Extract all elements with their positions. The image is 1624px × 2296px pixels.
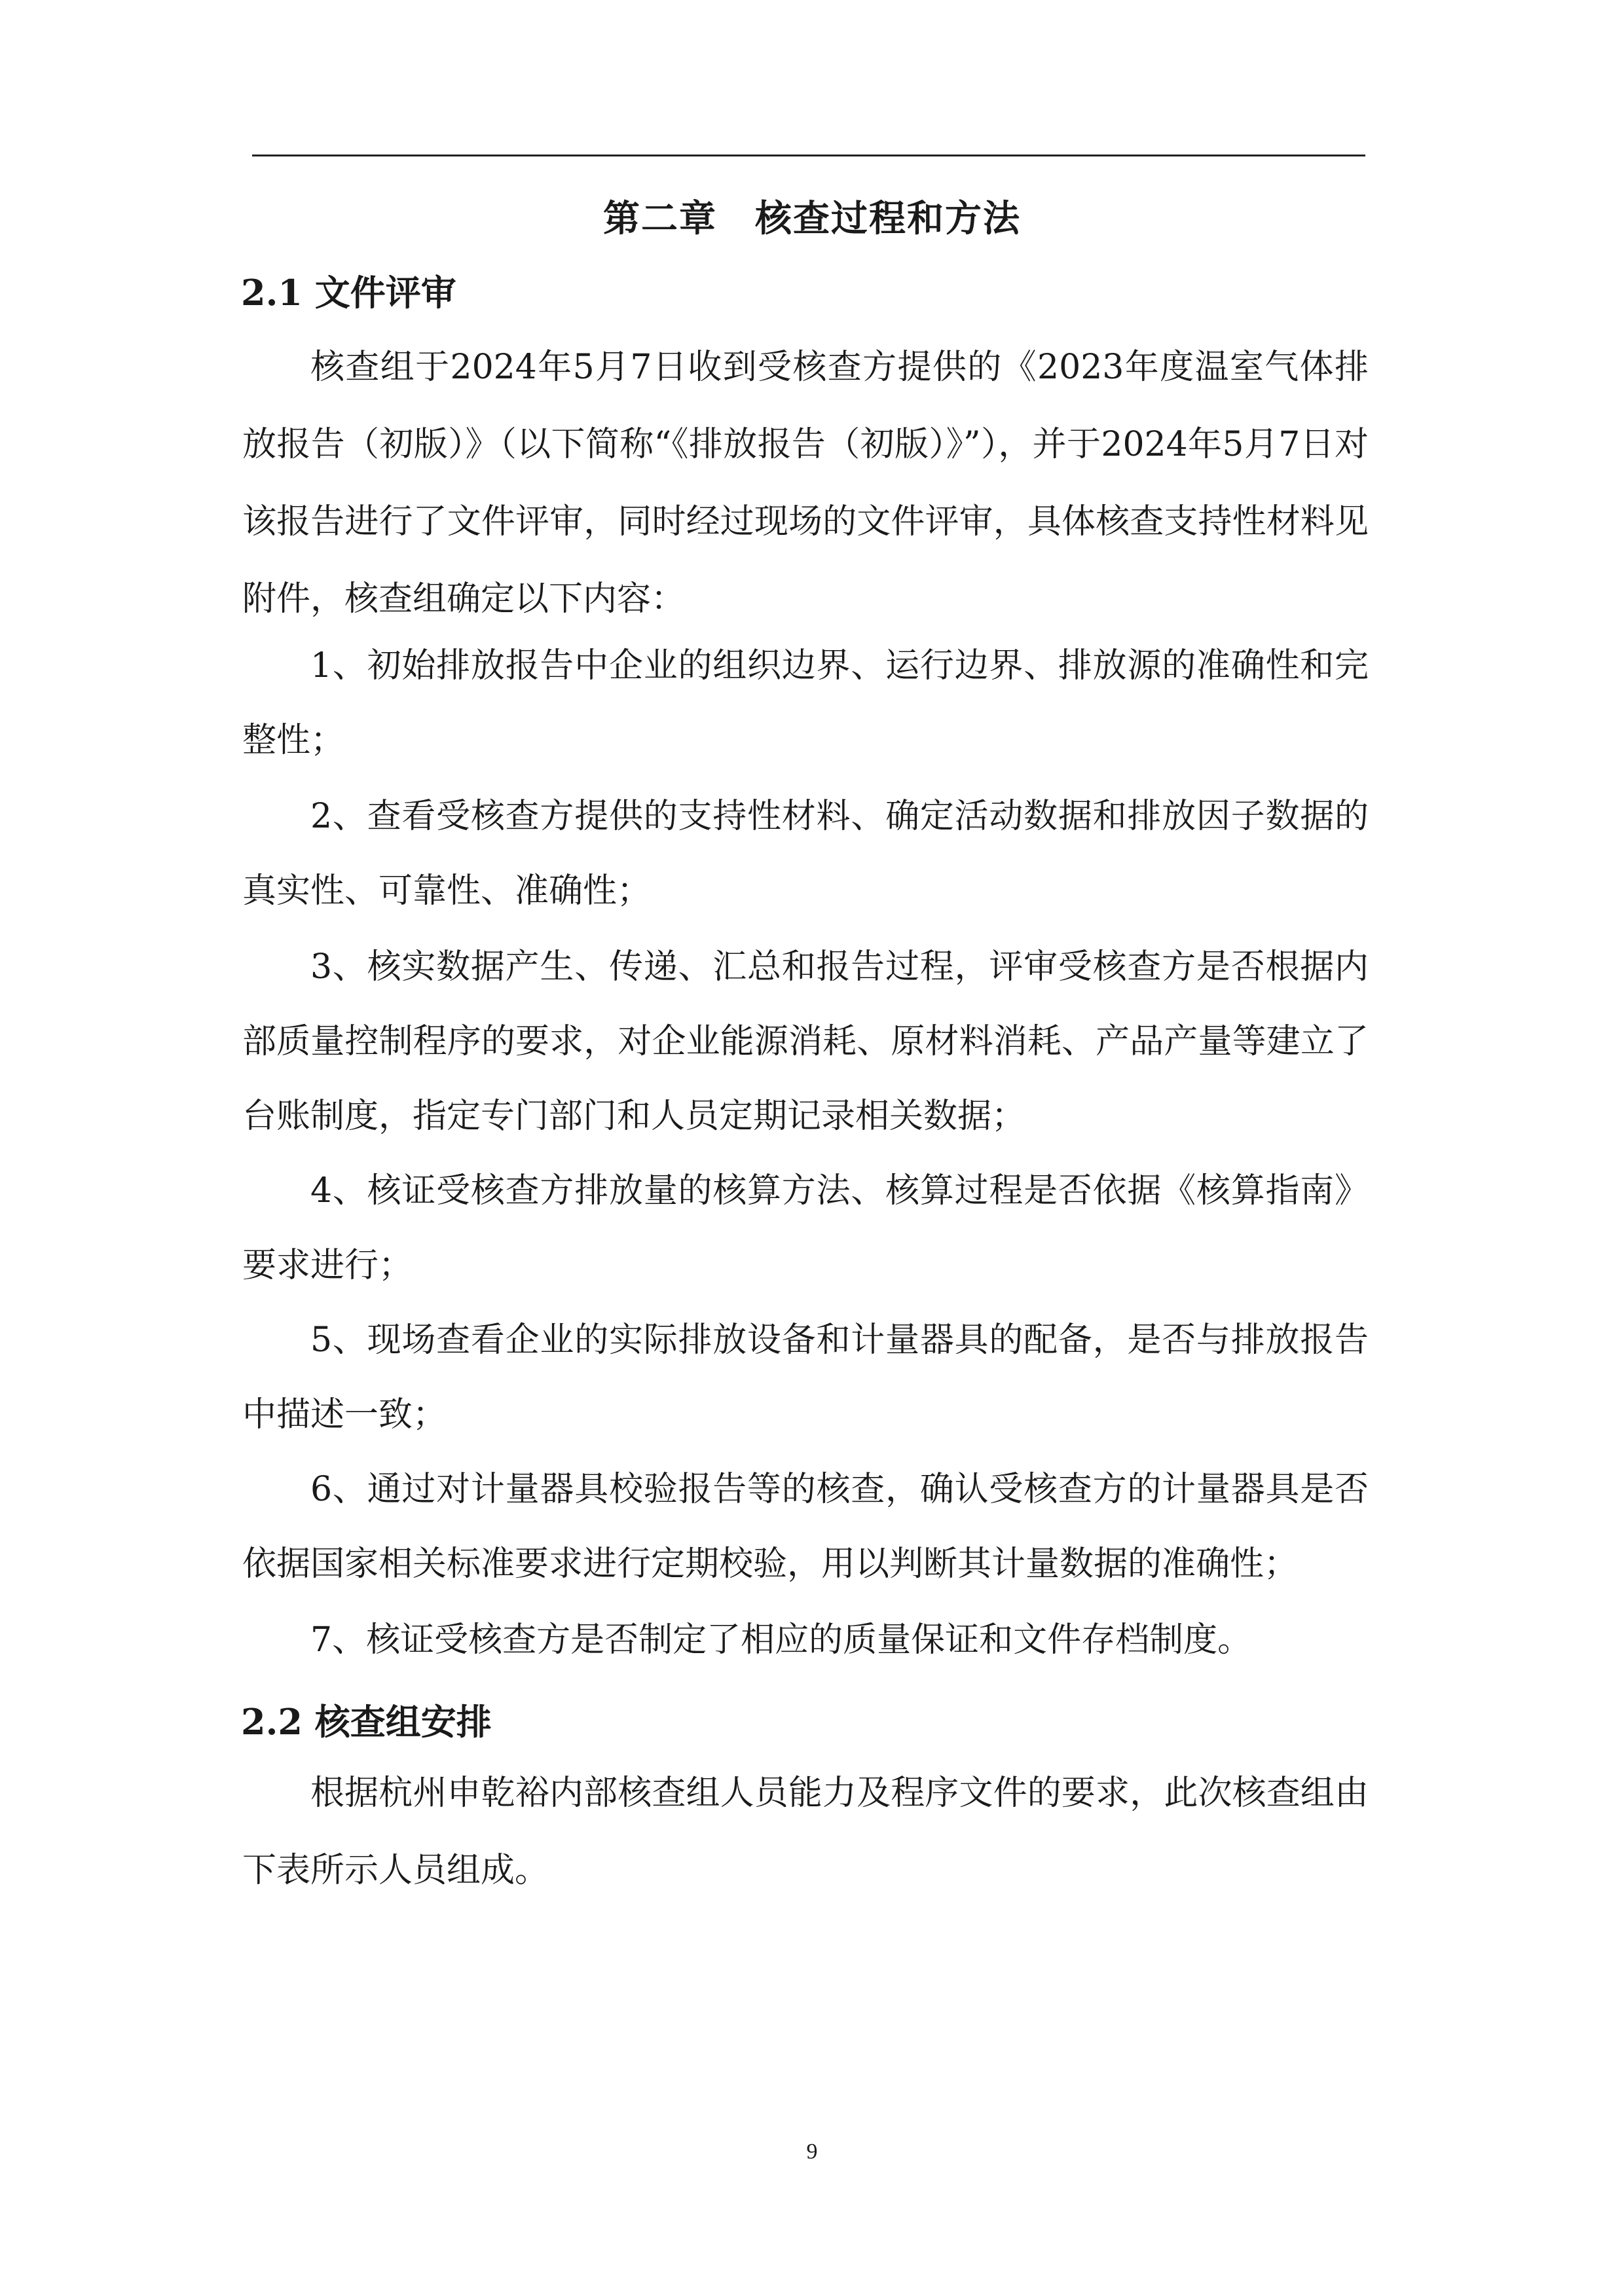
section-2-1-intro: 核查组于2024年5月7日收到受核查方提供的《2023年度温室气体排放报告（初版）》（以下简称“《排放报告（初版）》”），并于2024年5月7日对该报告进行了文件评审，同时经过现场的文件评审，具体核查支持性材料见附件，核查组确定以下内容：	[242, 348, 1369, 619]
list-item-6: 6、通过对计量器具校验报告等的核查，确认受核查方的计量器具是否依据国家相关标准要求进行定期校验，用以判断其计量数据的准确性；	[242, 1470, 1369, 1584]
list-item-1: 1、初始排放报告中企业的组织边界、运行边界、排放源的准确性和完整性；	[242, 646, 1369, 760]
header-rule	[252, 155, 1365, 156]
list-item-4: 4、核证受核查方排放量的核算方法、核算过程是否依据《核算指南》要求进行；	[242, 1171, 1369, 1285]
section-heading-2-1: 2.1 文件评审	[241, 272, 456, 314]
chapter-title: 第二章 核查过程和方法	[603, 197, 1021, 240]
list-item-5: 5、现场查看企业的实际排放设备和计量器具的配备，是否与排放报告中描述一致；	[242, 1321, 1369, 1434]
section-heading-2-2: 2.2 核查组安排	[241, 1701, 492, 1743]
list-item-7: 7、核证受核查方是否制定了相应的质量保证和文件存档制度。	[310, 1620, 1252, 1660]
page-number: 9	[806, 2140, 818, 2164]
list-item-3: 3、核实数据产生、传递、汇总和报告过程，评审受核查方是否根据内部质量控制程序的要求，对企业能源消耗、原材料消耗、产品产量等建立了台账制度，指定专门部门和人员定期记录相关数据；	[242, 947, 1369, 1136]
section-2-2-intro: 根据杭州申乾裕内部核查组人员能力及程序文件的要求，此次核查组由下表所示人员组成。	[242, 1774, 1369, 1890]
list-item-2: 2、查看受核查方提供的支持性材料、确定活动数据和排放因子数据的真实性、可靠性、准确性；	[242, 797, 1369, 911]
